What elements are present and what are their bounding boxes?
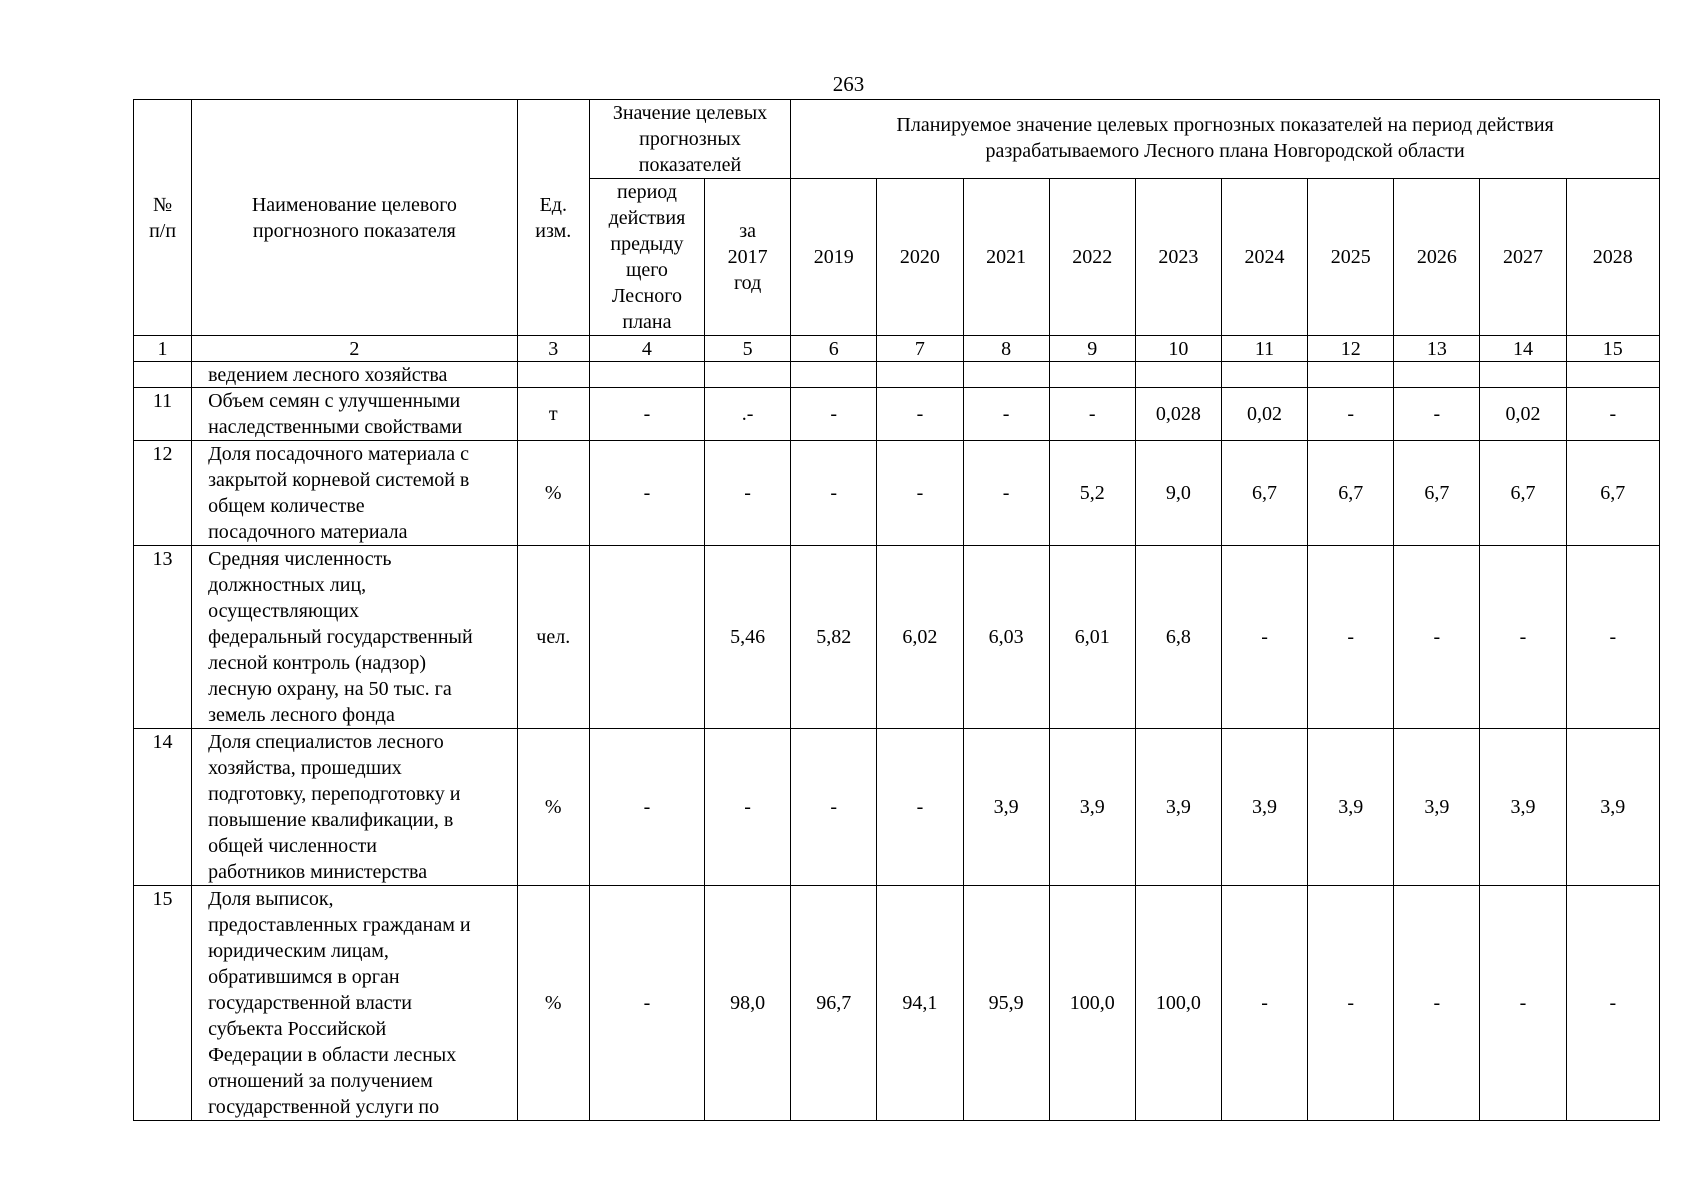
- header-year: 2027: [1480, 179, 1566, 336]
- year-value: 6,7: [1394, 441, 1480, 546]
- row-number: 15: [134, 886, 192, 1121]
- year-value: -: [963, 388, 1049, 441]
- row-number: 12: [134, 441, 192, 546]
- year-value: 6,8: [1135, 546, 1221, 729]
- column-number: 7: [877, 336, 963, 362]
- year-2017-value: .-: [705, 388, 791, 441]
- column-number: 6: [791, 336, 877, 362]
- year-2017-value: 5,46: [705, 546, 791, 729]
- column-number: 2: [192, 336, 518, 362]
- header-2017: за 2017 год: [705, 179, 791, 336]
- column-numbers-row: [134, 336, 1660, 362]
- row-number: 11: [134, 388, 192, 441]
- year-value: -: [1480, 546, 1566, 729]
- row-number: 14: [134, 729, 192, 886]
- header-year: 2023: [1135, 179, 1221, 336]
- year-value: 6,7: [1480, 441, 1566, 546]
- indicator-name: Доля специалистов лесного хозяйства, прошедших подготовку, переподготовку и повышение квалификации, в общей численности работников министерства: [192, 729, 518, 886]
- column-number: 12: [1308, 336, 1394, 362]
- column-number: 1: [134, 336, 192, 362]
- year-value: 3,9: [1566, 729, 1659, 886]
- column-number: 3: [517, 336, 589, 362]
- prev-period-value: [589, 546, 704, 729]
- year-value: 6,03: [963, 546, 1049, 729]
- year-value: 6,7: [1566, 441, 1659, 546]
- table-row: [134, 729, 1660, 886]
- year-value: 6,7: [1308, 441, 1394, 546]
- year-value: 6,7: [1221, 441, 1307, 546]
- year-value: 9,0: [1135, 441, 1221, 546]
- year-value: 3,9: [1480, 729, 1566, 886]
- indicator-name: Доля посадочного материала с закрытой корневой системой в общем количестве посадочного материала: [192, 441, 518, 546]
- header-year: 2024: [1221, 179, 1307, 336]
- year-value: 6,02: [877, 546, 963, 729]
- continuation-text: ведением лесного хозяйства: [192, 362, 518, 388]
- year-value: -: [1308, 886, 1394, 1121]
- prev-period-value: -: [589, 886, 704, 1121]
- header-year: 2026: [1394, 179, 1480, 336]
- year-value: -: [1394, 546, 1480, 729]
- indicator-name: Объем семян с улучшенными наследственными свойствами: [192, 388, 518, 441]
- year-value: -: [1308, 388, 1394, 441]
- year-value: 0,02: [1480, 388, 1566, 441]
- header-year: 2020: [877, 179, 963, 336]
- year-value: -: [877, 729, 963, 886]
- year-value: -: [1308, 546, 1394, 729]
- header-planned-group: Планируемое значение целевых прогнозных показателей на период действия разрабатываемого Лесного плана Новгородской области: [791, 100, 1660, 179]
- unit-cell: т: [517, 388, 589, 441]
- year-value: 3,9: [1308, 729, 1394, 886]
- year-value: 100,0: [1135, 886, 1221, 1121]
- indicator-name: Доля выписок, предоставленных гражданам и юридическим лицам, обратившимся в орган государственной власти субъекта Российской Федерации в области лесных отношений за получением государственной услуги по: [192, 886, 518, 1121]
- year-value: 94,1: [877, 886, 963, 1121]
- column-number: 13: [1394, 336, 1480, 362]
- table-row: [134, 886, 1660, 1121]
- year-value: -: [963, 441, 1049, 546]
- row-number: 13: [134, 546, 192, 729]
- year-2017-value: -: [705, 441, 791, 546]
- column-number: 4: [589, 336, 704, 362]
- year-2017-value: 98,0: [705, 886, 791, 1121]
- year-value: -: [1394, 388, 1480, 441]
- year-value: 0,02: [1221, 388, 1307, 441]
- year-value: 3,9: [1049, 729, 1135, 886]
- year-value: -: [791, 388, 877, 441]
- year-value: -: [1221, 886, 1307, 1121]
- year-value: 6,01: [1049, 546, 1135, 729]
- year-value: -: [1480, 886, 1566, 1121]
- year-value: -: [1049, 388, 1135, 441]
- header-unit: Ед. изм.: [517, 100, 589, 336]
- header-year: 2028: [1566, 179, 1659, 336]
- table-row: [134, 546, 1660, 729]
- year-value: -: [877, 441, 963, 546]
- year-value: -: [1566, 546, 1659, 729]
- year-value: 5,82: [791, 546, 877, 729]
- unit-cell: чел.: [517, 546, 589, 729]
- indicators-table: [133, 99, 1660, 1121]
- column-number: 5: [705, 336, 791, 362]
- year-value: 3,9: [963, 729, 1049, 886]
- year-value: 96,7: [791, 886, 877, 1121]
- column-number: 9: [1049, 336, 1135, 362]
- unit-cell: %: [517, 729, 589, 886]
- header-year: 2021: [963, 179, 1049, 336]
- year-value: -: [877, 388, 963, 441]
- table-row: [134, 388, 1660, 441]
- header-year: 2025: [1308, 179, 1394, 336]
- year-value: 100,0: [1049, 886, 1135, 1121]
- prev-period-value: -: [589, 729, 704, 886]
- prev-period-value: -: [589, 388, 704, 441]
- year-value: 3,9: [1135, 729, 1221, 886]
- column-number: 14: [1480, 336, 1566, 362]
- year-value: -: [1566, 388, 1659, 441]
- column-number: 15: [1566, 336, 1659, 362]
- column-number: 11: [1221, 336, 1307, 362]
- year-value: -: [1566, 886, 1659, 1121]
- unit-cell: %: [517, 441, 589, 546]
- year-value: -: [791, 441, 877, 546]
- year-value: -: [791, 729, 877, 886]
- prev-period-value: -: [589, 441, 704, 546]
- year-value: -: [1221, 546, 1307, 729]
- year-value: 95,9: [963, 886, 1049, 1121]
- header-prev-period: период действия предыду щего Лесного плана: [589, 179, 704, 336]
- table-row: [134, 441, 1660, 546]
- indicator-name: Средняя численность должностных лиц, осуществляющих федеральный государственный лесной контроль (надзор) лесную охрану, на 50 тыс. га земель лесного фонда: [192, 546, 518, 729]
- year-value: 3,9: [1221, 729, 1307, 886]
- year-value: 3,9: [1394, 729, 1480, 886]
- column-number: 8: [963, 336, 1049, 362]
- header-num: № п/п: [134, 100, 192, 336]
- continuation-row: [134, 362, 1660, 388]
- year-value: 5,2: [1049, 441, 1135, 546]
- unit-cell: %: [517, 886, 589, 1121]
- year-value: 0,028: [1135, 388, 1221, 441]
- year-2017-value: -: [705, 729, 791, 886]
- page-number: 263: [832, 72, 865, 96]
- header-current-group: Значение целевых прогнозных показателей: [589, 100, 790, 179]
- header-year: 2019: [791, 179, 877, 336]
- header-year: 2022: [1049, 179, 1135, 336]
- year-value: -: [1394, 886, 1480, 1121]
- header-name: Наименование целевого прогнозного показателя: [192, 100, 518, 336]
- column-number: 10: [1135, 336, 1221, 362]
